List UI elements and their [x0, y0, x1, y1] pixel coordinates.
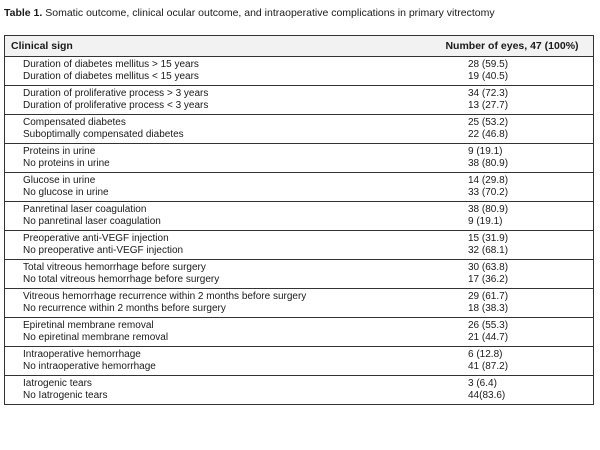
- clinical-sign-cell: No recurrence within 2 months before surgery: [23, 303, 226, 314]
- clinical-sign-cell: Compensated diabetes: [23, 117, 126, 128]
- table-row-group: [5, 202, 593, 231]
- table-row: [5, 175, 593, 187]
- number-of-eyes-cell: 41 (87.2): [468, 361, 509, 372]
- number-of-eyes-cell: 6 (12.8): [468, 349, 503, 360]
- clinical-sign-cell: No Iatrogenic tears: [23, 390, 108, 401]
- clinical-sign-cell: Preoperative anti-VEGF injection: [23, 233, 169, 244]
- table-row-group: [5, 260, 593, 289]
- number-of-eyes-cell: 33 (70.2): [468, 187, 509, 198]
- number-of-eyes-cell: 28 (59.5): [468, 59, 509, 70]
- number-of-eyes-cell: 18 (38.3): [468, 303, 509, 314]
- table-row: [5, 303, 593, 315]
- table-row: [5, 274, 593, 286]
- clinical-sign-cell: No preoperative anti-VEGF injection: [23, 245, 184, 256]
- table-row-group: [5, 318, 593, 347]
- table-row: [5, 216, 593, 228]
- clinical-sign-cell: Iatrogenic tears: [23, 378, 92, 389]
- table-row: [5, 262, 593, 274]
- clinical-sign-cell: No panretinal laser coagulation: [23, 216, 161, 227]
- clinical-sign-cell: No intraoperative hemorrhage: [23, 361, 156, 372]
- table-row: [5, 187, 593, 199]
- table-row: [5, 233, 593, 245]
- number-of-eyes-cell: 13 (27.7): [468, 100, 509, 111]
- clinical-sign-cell: Duration of diabetes mellitus < 15 years: [23, 71, 199, 82]
- clinical-sign-cell: No glucose in urine: [23, 187, 109, 198]
- clinical-sign-cell: Intraoperative hemorrhage: [23, 349, 141, 360]
- table-row-group: [5, 376, 593, 404]
- number-of-eyes-cell: 9 (19.1): [468, 216, 503, 227]
- number-of-eyes-cell: 26 (55.3): [468, 320, 509, 331]
- clinical-sign-cell: Epiretinal membrane removal: [23, 320, 154, 331]
- clinical-sign-cell: Glucose in urine: [23, 175, 96, 186]
- clinical-sign-cell: Duration of proliferative process > 3 years: [23, 88, 209, 99]
- table-row: [5, 245, 593, 257]
- table-row: [5, 291, 593, 303]
- number-of-eyes-cell: 17 (36.2): [468, 274, 509, 285]
- clinical-sign-cell: Proteins in urine: [23, 146, 96, 157]
- number-of-eyes-cell: 21 (44.7): [468, 332, 509, 343]
- clinical-sign-cell: No total vitreous hemorrhage before surgery: [23, 274, 220, 285]
- table-row: [5, 117, 593, 129]
- table-row: [5, 361, 593, 373]
- clinical-sign-cell: No epiretinal membrane removal: [23, 332, 169, 343]
- table-row-group: [5, 115, 593, 144]
- number-of-eyes-cell: 3 (6.4): [468, 378, 497, 389]
- number-of-eyes-cell: 22 (46.8): [468, 129, 509, 140]
- table-row-group: [5, 231, 593, 260]
- table-row: [5, 59, 593, 71]
- table-row-group: [5, 86, 593, 115]
- table-caption-text: Somatic outcome, clinical ocular outcome, and intraoperative complications in primary vitrectomy: [42, 7, 495, 19]
- number-of-eyes-cell: 34 (72.3): [468, 88, 509, 99]
- table-row: [5, 146, 593, 158]
- table-row: [5, 158, 593, 170]
- table-row-group: [5, 173, 593, 202]
- table-row: [5, 349, 593, 361]
- table-row: [5, 332, 593, 344]
- clinical-sign-cell: No proteins in urine: [23, 158, 110, 169]
- clinical-signs-table: [4, 35, 594, 405]
- header-clinical-sign: Clinical sign: [11, 40, 73, 52]
- table-row: [5, 71, 593, 83]
- table-row: [5, 129, 593, 141]
- table-row-group: [5, 144, 593, 173]
- clinical-sign-cell: Duration of proliferative process < 3 years: [23, 100, 209, 111]
- header-number-of-eyes: Number of eyes, 47 (100%): [445, 40, 579, 52]
- clinical-sign-cell: Suboptimally compensated diabetes: [23, 129, 184, 140]
- table-row: [5, 320, 593, 332]
- number-of-eyes-cell: 30 (63.8): [468, 262, 509, 273]
- number-of-eyes-cell: 15 (31.9): [468, 233, 509, 244]
- number-of-eyes-cell: 25 (53.2): [468, 117, 509, 128]
- clinical-sign-cell: Panretinal laser coagulation: [23, 204, 147, 215]
- number-of-eyes-cell: 29 (61.7): [468, 291, 509, 302]
- number-of-eyes-cell: 9 (19.1): [468, 146, 503, 157]
- number-of-eyes-cell: 32 (68.1): [468, 245, 509, 256]
- number-of-eyes-cell: 14 (29.8): [468, 175, 509, 186]
- number-of-eyes-cell: 19 (40.5): [468, 71, 509, 82]
- table-row-group: [5, 289, 593, 318]
- table-row-group: [5, 57, 593, 86]
- table-body: [5, 57, 593, 404]
- table-header: [5, 36, 593, 57]
- table-row: [5, 100, 593, 112]
- clinical-sign-cell: Duration of diabetes mellitus > 15 years: [23, 59, 199, 70]
- clinical-sign-cell: Total vitreous hemorrhage before surgery: [23, 262, 206, 273]
- number-of-eyes-cell: 44(83.6): [468, 390, 506, 401]
- clinical-sign-cell: Vitreous hemorrhage recurrence within 2 months before surgery: [23, 291, 307, 302]
- table-row: [5, 204, 593, 216]
- number-of-eyes-cell: 38 (80.9): [468, 204, 509, 215]
- table-row: [5, 378, 593, 390]
- table-caption: [4, 6, 495, 20]
- table-row-group: [5, 347, 593, 376]
- number-of-eyes-cell: 38 (80.9): [468, 158, 509, 169]
- table-row: [5, 390, 593, 402]
- table-row: [5, 88, 593, 100]
- table-caption-label: Table 1.: [4, 7, 43, 19]
